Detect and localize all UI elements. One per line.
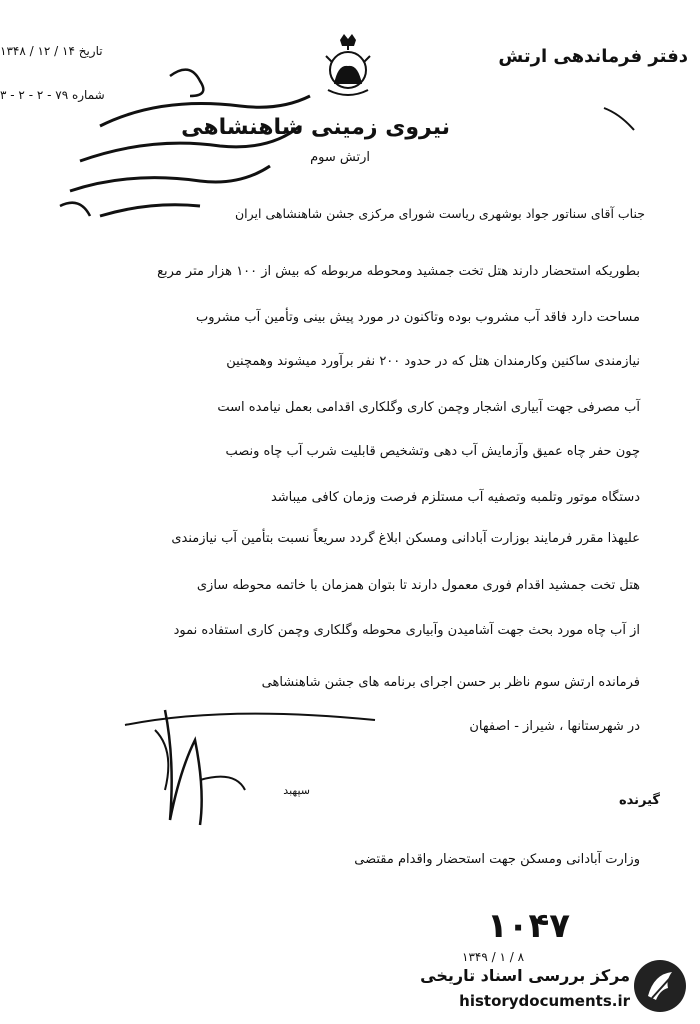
organization-name: نیروی زمینی شاهنشاهی [181, 115, 450, 140]
registration-date: ۱۳۴۹ / ۱ / ۸ [462, 950, 525, 964]
margin-mark-icon [600, 100, 640, 140]
closing-line: در شهرستانها ، شیراز - اصفهان [469, 719, 640, 734]
letter-date: تاریخ ۱۴ / ۱۲ / ۱۳۴۸ [0, 44, 103, 58]
letter-number: شماره ۷۹ - ۲ - ۲ - ۳ [0, 88, 105, 102]
addressee-line: جناب آقای سناتور جواد بوشهری ریاست شورای مرکزی جشن شاهنشاهی ایران [235, 206, 645, 221]
body-line: آب مصرفی جهت آبیاری اشجار وچمن کاری وگلکاری اقدامی بعمل نیامده است [217, 400, 640, 415]
registration-number: ۱۰۴۷ [487, 906, 571, 946]
signature-icon [105, 700, 385, 830]
body-line: دستگاه موتور وتلمبه وتصفیه آب مستلزم فرصت وزمان کافی میباشد [270, 490, 640, 505]
body-line: مساحت دارد فاقد آب مشروب بوده وتاکنون در مورد پیش بینی وتأمین آب مشروب [196, 310, 640, 325]
closing-line: فرمانده ارتش سوم ناظر بر حسن اجرای برنامه های جشن شاهنشاهی [261, 675, 640, 690]
watermark-name: مرکز بررسی اسناد تاریخی [420, 966, 630, 985]
body-line: هتل تخت جمشید اقدام فوری معمول دارند تا بتوان همزمان با خاتمه محوطه سازی [196, 578, 640, 593]
body-line: چون حفر چاه عمیق وآزمایش آب دهی وتشخیص قابلیت شرب آب چاه ونصب [225, 444, 640, 459]
watermark-url: historydocuments.ir [459, 992, 630, 1010]
scroll-logo-icon [632, 958, 688, 1014]
body-line: نیازمندی ساکنین وکارمندان هتل که در حدود ۲۰۰ نفر برآورد میشوند وهمچنین [226, 354, 640, 369]
recipients-label: گیرنده [618, 793, 660, 808]
body-line: از آب چاه مورد بحث جهت آشامیدن وآبیاری محوطه وگلکاری وچمن کاری استفاده نمود [173, 623, 640, 638]
body-line: بطوریکه استحضار دارند هتل تخت جمشید ومحوطه مربوطه که بیش از ۱۰۰ هزار متر مربع [157, 264, 640, 279]
body-line: علیهذا مقرر فرمایند بوزارت آبادانی ومسکن ابلاغ گردد سریعاً نسبت بتأمین آب نیازمندی [171, 531, 640, 546]
letterhead-office: دفتر فرماندهی ارتش [498, 46, 688, 67]
signatory-rank: سپهبد [283, 784, 310, 797]
recipient-line: وزارت آبادانی ومسکن جهت استحضار واقدام مقتضی [354, 852, 640, 867]
unit-name: ارتش سوم [310, 150, 370, 165]
